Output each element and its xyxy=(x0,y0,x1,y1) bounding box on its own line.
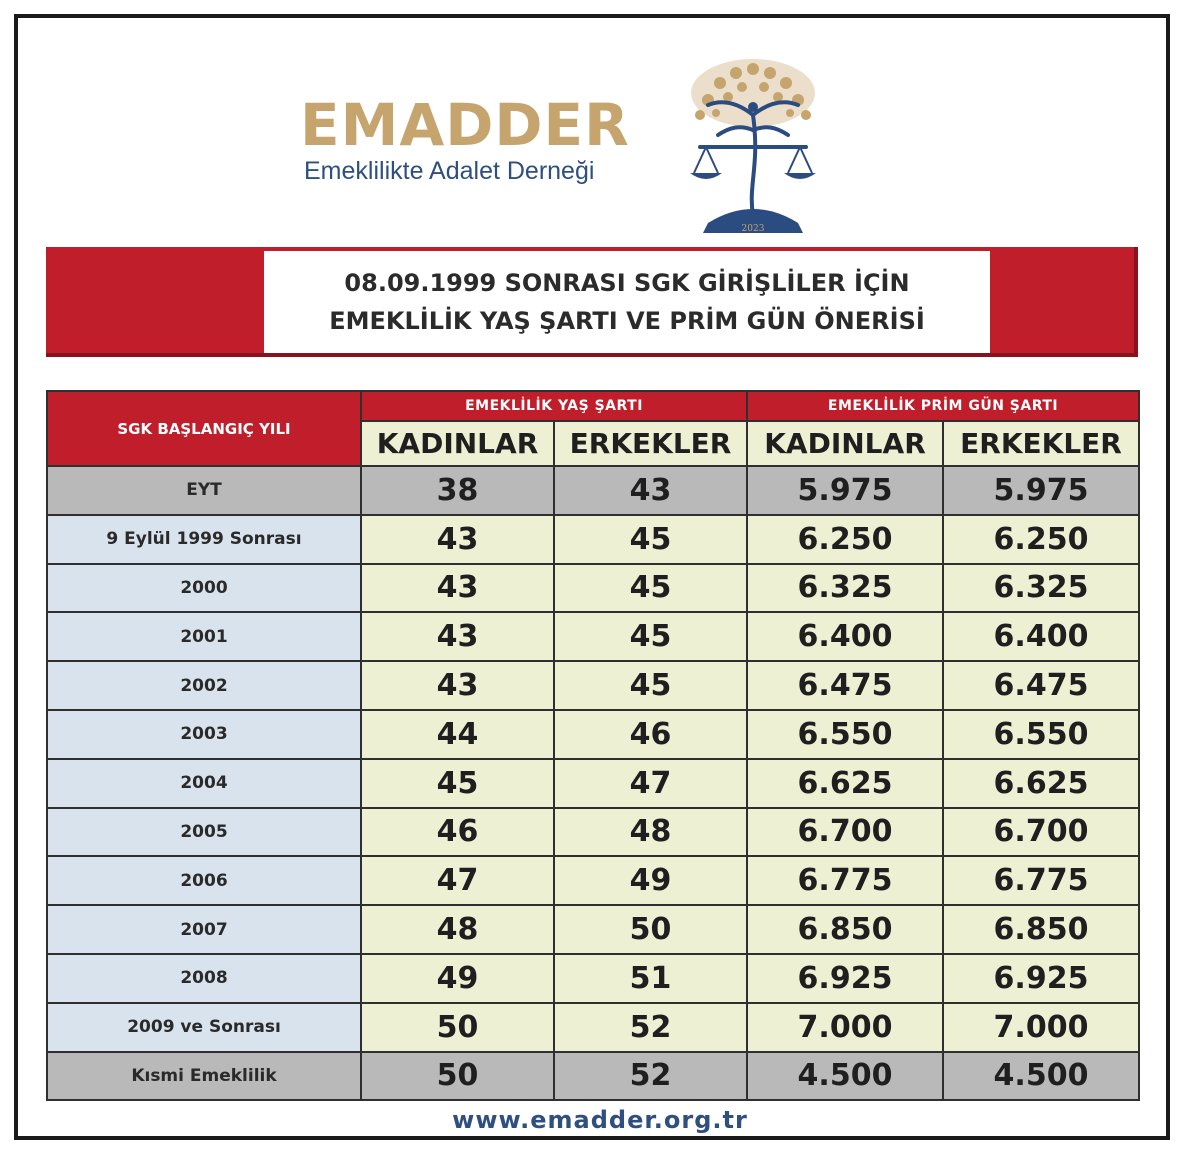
row-label: 2007 xyxy=(47,905,361,954)
table-row xyxy=(47,954,1139,1003)
justice-tree-logo xyxy=(678,55,828,240)
row-label: 2009 ve Sonrası xyxy=(47,1003,361,1052)
retirement-table xyxy=(46,390,1140,1101)
age-men-cell: 47 xyxy=(554,759,747,808)
age-men-cell: 48 xyxy=(554,808,747,857)
age-men-cell: 49 xyxy=(554,856,747,905)
row-label: 2003 xyxy=(47,710,361,759)
age-women-cell: 47 xyxy=(361,856,554,905)
age-men-cell: 50 xyxy=(554,905,747,954)
title-box xyxy=(264,251,990,353)
age-women-cell: 50 xyxy=(361,1052,554,1101)
days-men-cell: 6.850 xyxy=(943,905,1139,954)
days-men-cell: 6.250 xyxy=(943,515,1139,564)
row-label: 2004 xyxy=(47,759,361,808)
age-women-cell: 43 xyxy=(361,564,554,613)
days-women-cell: 6.700 xyxy=(747,808,943,857)
days-men-cell: 6.925 xyxy=(943,954,1139,1003)
days-women-cell: 7.000 xyxy=(747,1003,943,1052)
row-label: 2005 xyxy=(47,808,361,857)
age-women-cell: 38 xyxy=(361,466,554,515)
days-women-cell: 6.775 xyxy=(747,856,943,905)
age-men-header: ERKEKLER xyxy=(554,421,747,466)
age-women-cell: 43 xyxy=(361,661,554,710)
table-row xyxy=(47,466,1139,515)
days-women-cell: 6.475 xyxy=(747,661,943,710)
days-men-cell: 5.975 xyxy=(943,466,1139,515)
age-requirement-header: EMEKLİLİK YAŞ ŞARTI xyxy=(361,391,747,421)
age-women-cell: 44 xyxy=(361,710,554,759)
days-men-cell: 6.475 xyxy=(943,661,1139,710)
days-men-cell: 7.000 xyxy=(943,1003,1139,1052)
age-men-cell: 52 xyxy=(554,1003,747,1052)
table-row xyxy=(47,856,1139,905)
title-banner xyxy=(46,247,1138,357)
row-label: 2008 xyxy=(47,954,361,1003)
age-men-cell: 45 xyxy=(554,612,747,661)
table-row xyxy=(47,710,1139,759)
row-label: Kısmi Emeklilik xyxy=(47,1052,361,1101)
days-men-cell: 4.500 xyxy=(943,1052,1139,1101)
age-men-cell: 45 xyxy=(554,661,747,710)
days-women-cell: 6.550 xyxy=(747,710,943,759)
age-men-cell: 51 xyxy=(554,954,747,1003)
table-row xyxy=(47,905,1139,954)
days-women-cell: 4.500 xyxy=(747,1052,943,1101)
start-year-header: SGK BAŞLANGIÇ YILI xyxy=(47,391,361,466)
days-women-cell: 6.925 xyxy=(747,954,943,1003)
days-men-cell: 6.625 xyxy=(943,759,1139,808)
age-women-cell: 48 xyxy=(361,905,554,954)
age-women-cell: 43 xyxy=(361,612,554,661)
days-women-cell: 6.625 xyxy=(747,759,943,808)
days-men-header: ERKEKLER xyxy=(943,421,1139,466)
age-women-cell: 50 xyxy=(361,1003,554,1052)
row-label: 2002 xyxy=(47,661,361,710)
days-men-cell: 6.700 xyxy=(943,808,1139,857)
days-men-cell: 6.550 xyxy=(943,710,1139,759)
age-women-cell: 49 xyxy=(361,954,554,1003)
logo-year: 2023 xyxy=(741,224,765,234)
table-row xyxy=(47,1003,1139,1052)
brand-subtitle: Emeklilikte Adalet Derneği xyxy=(304,157,595,185)
title-line-1: 08.09.1999 SONRASI SGK GİRİŞLİLER İÇİN xyxy=(344,269,910,297)
days-men-cell: 6.400 xyxy=(943,612,1139,661)
days-men-cell: 6.325 xyxy=(943,564,1139,613)
days-women-cell: 6.325 xyxy=(747,564,943,613)
table-row xyxy=(47,564,1139,613)
table-row xyxy=(47,515,1139,564)
age-women-header: KADINLAR xyxy=(361,421,554,466)
row-label: 2006 xyxy=(47,856,361,905)
days-women-cell: 6.850 xyxy=(747,905,943,954)
row-label: 2000 xyxy=(47,564,361,613)
row-label: 2001 xyxy=(47,612,361,661)
age-men-cell: 43 xyxy=(554,466,747,515)
age-women-cell: 45 xyxy=(361,759,554,808)
age-women-cell: 43 xyxy=(361,515,554,564)
website-url: www.emadder.org.tr xyxy=(452,1106,748,1134)
row-label: EYT xyxy=(47,466,361,515)
brand-name: EMADDER xyxy=(300,91,630,159)
table-row xyxy=(47,759,1139,808)
days-women-header: KADINLAR xyxy=(747,421,943,466)
table-row xyxy=(47,661,1139,710)
days-women-cell: 6.250 xyxy=(747,515,943,564)
days-men-cell: 6.775 xyxy=(943,856,1139,905)
brand-block xyxy=(300,91,680,186)
days-women-cell: 6.400 xyxy=(747,612,943,661)
table-row xyxy=(47,808,1139,857)
title-line-2: EMEKLİLİK YAŞ ŞARTI VE PRİM GÜN ÖNERİSİ xyxy=(329,307,925,335)
age-men-cell: 52 xyxy=(554,1052,747,1101)
age-women-cell: 46 xyxy=(361,808,554,857)
age-men-cell: 45 xyxy=(554,515,747,564)
days-women-cell: 5.975 xyxy=(747,466,943,515)
table-row xyxy=(47,612,1139,661)
premium-days-header: EMEKLİLİK PRİM GÜN ŞARTI xyxy=(747,391,1139,421)
table-row xyxy=(47,1052,1139,1101)
row-label: 9 Eylül 1999 Sonrası xyxy=(47,515,361,564)
age-men-cell: 45 xyxy=(554,564,747,613)
age-men-cell: 46 xyxy=(554,710,747,759)
